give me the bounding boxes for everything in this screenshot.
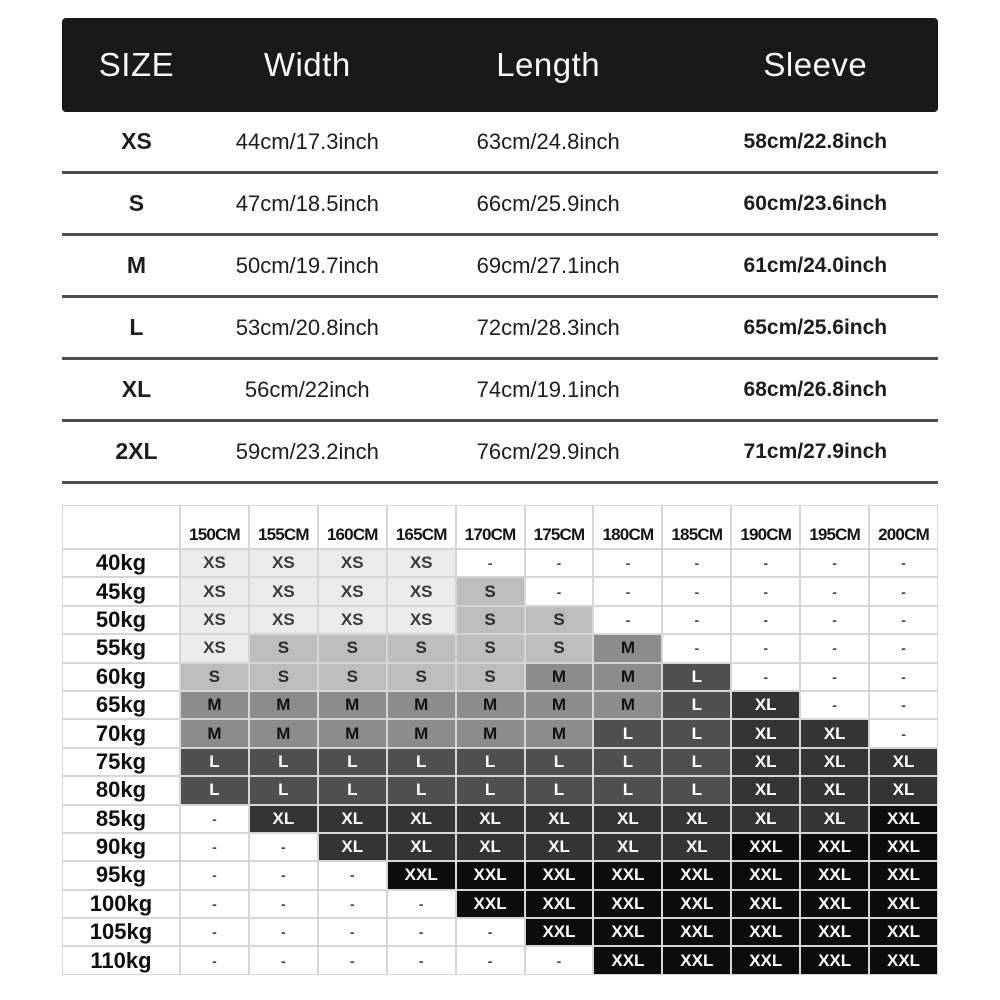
size-recommendation-cell: - (800, 691, 869, 719)
size-recommendation-cell: XS (318, 606, 387, 634)
size-recommendation-cell: S (525, 634, 594, 662)
size-recommendation-cell: XL (800, 748, 869, 776)
size-recommendation-cell: XXL (662, 946, 731, 974)
size-recommendation-cell: L (249, 776, 318, 804)
size-recommendation-cell: - (249, 918, 318, 946)
length-value: 63cm/24.8inch (476, 128, 620, 154)
size-recommendation-cell: - (180, 833, 249, 861)
size-recommendation-cell: L (525, 776, 594, 804)
size-recommendation-cell: - (387, 918, 456, 946)
weight-label-cell: 80kg (62, 776, 180, 804)
size-recommendation-cell: XXL (800, 861, 869, 889)
measurement-table-body (62, 112, 938, 484)
size-recommendation-cell: - (869, 719, 938, 747)
height-header-cell: 165CM (387, 505, 456, 549)
size-recommendation-cell: - (249, 833, 318, 861)
size-recommendation-cell: - (456, 549, 525, 577)
size-recommendation-cell: XL (800, 776, 869, 804)
size-recommendation-cell: XXL (800, 918, 869, 946)
size-recommendation-cell: - (731, 606, 800, 634)
size-recommendation-cell: - (593, 606, 662, 634)
size-recommendation-cell: XL (662, 833, 731, 861)
weight-label-cell: 90kg (62, 833, 180, 861)
size-recommendation-cell: XL (318, 833, 387, 861)
sleeve-value: 61cm/24.0inch (743, 253, 888, 277)
size-recommendation-cell: XXL (731, 861, 800, 889)
size-recommendation-cell: M (318, 719, 387, 747)
size-recommendation-cell: XXL (662, 890, 731, 918)
size-recommendation-cell: XXL (869, 861, 938, 889)
height-header-cell: 195CM (800, 505, 869, 549)
size-recommendation-cell: S (249, 663, 318, 691)
size-recommendation-cell: - (593, 549, 662, 577)
size-recommendation-cell: - (456, 918, 525, 946)
size-recommendation-cell: XL (731, 805, 800, 833)
size-recommendation-cell: M (525, 663, 594, 691)
length-value: 66cm/25.9inch (476, 190, 620, 216)
size-recommendation-cell: L (662, 663, 731, 691)
height-header-cell: 175CM (525, 505, 594, 549)
height-header-cell: 160CM (318, 505, 387, 549)
sleeve-value: 71cm/27.9inch (743, 439, 888, 463)
size-recommendation-cell: - (800, 606, 869, 634)
width-value: 50cm/19.7inch (235, 252, 379, 278)
size-recommendation-cell: XL (731, 776, 800, 804)
size-recommendation-cell: - (456, 946, 525, 974)
size-recommendation-cell: - (318, 918, 387, 946)
weight-label-cell: 50kg (62, 606, 180, 634)
size-recommendation-cell: XXL (525, 890, 594, 918)
weight-label-cell: 110kg (62, 946, 180, 974)
size-recommendation-cell: - (249, 890, 318, 918)
weight-label-cell: 55kg (62, 634, 180, 662)
size-recommendation-cell: XS (180, 577, 249, 605)
size-recommendation-cell: L (456, 748, 525, 776)
size-recommendation-cell: L (456, 776, 525, 804)
size-recommendation-cell: M (456, 691, 525, 719)
size-recommendation-cell: - (318, 890, 387, 918)
size-recommendation-cell: XS (318, 577, 387, 605)
size-recommendation-cell: L (180, 748, 249, 776)
width-value: 56cm/22inch (244, 376, 370, 402)
size-recommendation-cell: - (662, 606, 731, 634)
height-weight-matrix (62, 505, 938, 975)
size-recommendation-cell: - (318, 946, 387, 974)
size-recommendation-cell: XXL (662, 861, 731, 889)
size-recommendation-cell: XXL (387, 861, 456, 889)
size-value: XS (121, 128, 152, 154)
size-recommendation-cell: L (387, 776, 456, 804)
size-recommendation-cell: XXL (593, 861, 662, 889)
size-recommendation-cell: S (525, 606, 594, 634)
size-recommendation-cell: - (800, 577, 869, 605)
size-recommendation-cell: - (869, 634, 938, 662)
size-recommendation-cell: M (249, 691, 318, 719)
size-recommendation-cell: S (456, 663, 525, 691)
size-recommendation-cell: - (731, 663, 800, 691)
sleeve-value: 60cm/23.6inch (743, 191, 888, 215)
size-recommendation-cell: XL (731, 719, 800, 747)
size-recommendation-cell: XS (249, 577, 318, 605)
size-value: XL (121, 376, 152, 402)
size-recommendation-cell: M (593, 691, 662, 719)
measurement-row (62, 174, 938, 236)
size-recommendation-cell: - (869, 549, 938, 577)
size-recommendation-cell: L (593, 748, 662, 776)
measurement-row (62, 360, 938, 422)
length-value: 76cm/29.9inch (476, 438, 620, 464)
width-value: 47cm/18.5inch (235, 190, 379, 216)
size-recommendation-cell: S (318, 663, 387, 691)
size-recommendation-cell: M (456, 719, 525, 747)
size-recommendation-cell: XXL (731, 833, 800, 861)
size-recommendation-cell: XL (800, 719, 869, 747)
size-recommendation-cell: XXL (662, 918, 731, 946)
size-recommendation-cell: XS (180, 549, 249, 577)
size-recommendation-cell: - (800, 549, 869, 577)
size-recommendation-cell: - (249, 946, 318, 974)
size-recommendation-cell: - (318, 861, 387, 889)
size-recommendation-cell: S (249, 634, 318, 662)
weight-label-cell: 45kg (62, 577, 180, 605)
size-recommendation-cell: XXL (800, 890, 869, 918)
size-recommendation-cell: L (662, 748, 731, 776)
size-recommendation-cell: M (593, 634, 662, 662)
size-recommendation-cell: M (387, 719, 456, 747)
size-recommendation-cell: M (593, 663, 662, 691)
weight-label-cell: 95kg (62, 861, 180, 889)
weight-label-cell: 65kg (62, 691, 180, 719)
size-recommendation-cell: - (662, 577, 731, 605)
size-recommendation-cell: XL (869, 748, 938, 776)
weight-label-cell: 100kg (62, 890, 180, 918)
size-recommendation-cell: XL (731, 691, 800, 719)
header-sleeve: Sleeve (763, 46, 868, 83)
size-recommendation-cell: S (456, 577, 525, 605)
size-recommendation-cell: - (525, 549, 594, 577)
weight-label-cell: 105kg (62, 918, 180, 946)
size-recommendation-cell: XS (180, 606, 249, 634)
weight-label-cell: 75kg (62, 748, 180, 776)
size-recommendation-cell: M (525, 719, 594, 747)
size-recommendation-cell: XXL (525, 861, 594, 889)
height-header-cell: 190CM (731, 505, 800, 549)
size-recommendation-cell: XL (593, 805, 662, 833)
height-header-cell: 200CM (869, 505, 938, 549)
size-recommendation-cell: XL (318, 805, 387, 833)
length-value: 74cm/19.1inch (476, 376, 620, 402)
size-recommendation-cell: XXL (869, 890, 938, 918)
size-recommendation-cell: - (249, 861, 318, 889)
size-recommendation-cell: XL (456, 833, 525, 861)
height-header-cell: 155CM (249, 505, 318, 549)
size-recommendation-cell: XL (249, 805, 318, 833)
sleeve-value: 65cm/25.6inch (743, 315, 888, 339)
size-recommendation-cell: L (249, 748, 318, 776)
size-recommendation-cell: XL (731, 748, 800, 776)
size-recommendation-cell: XL (800, 805, 869, 833)
size-recommendation-cell: XXL (869, 833, 938, 861)
width-value: 53cm/20.8inch (235, 314, 379, 340)
measurement-row (62, 298, 938, 360)
size-recommendation-cell: S (387, 663, 456, 691)
size-recommendation-cell: S (318, 634, 387, 662)
size-recommendation-cell: - (869, 691, 938, 719)
size-recommendation-cell: XL (525, 833, 594, 861)
size-recommendation-cell: - (180, 805, 249, 833)
size-recommendation-cell: XS (387, 577, 456, 605)
size-recommendation-cell: L (318, 748, 387, 776)
size-recommendation-cell: XS (318, 549, 387, 577)
size-recommendation-cell: - (180, 946, 249, 974)
size-recommendation-cell: M (387, 691, 456, 719)
size-recommendation-cell: S (456, 634, 525, 662)
size-recommendation-cell: L (180, 776, 249, 804)
size-recommendation-cell: XL (456, 805, 525, 833)
size-recommendation-cell: XXL (456, 861, 525, 889)
size-recommendation-cell: XXL (869, 805, 938, 833)
width-value: 44cm/17.3inch (235, 128, 379, 154)
size-recommendation-cell: L (318, 776, 387, 804)
size-recommendation-cell: XL (869, 776, 938, 804)
height-header-cell: 170CM (456, 505, 525, 549)
size-recommendation-cell: - (180, 890, 249, 918)
size-recommendation-cell: XL (525, 805, 594, 833)
size-recommendation-cell: XL (593, 833, 662, 861)
size-recommendation-cell: - (800, 663, 869, 691)
size-recommendation-cell: L (593, 719, 662, 747)
measurement-row (62, 422, 938, 484)
size-recommendation-cell: - (869, 663, 938, 691)
height-header-cell: 185CM (662, 505, 731, 549)
size-recommendation-cell: - (387, 946, 456, 974)
size-recommendation-cell: - (525, 946, 594, 974)
weight-label-cell: 85kg (62, 805, 180, 833)
size-recommendation-cell: - (800, 634, 869, 662)
size-recommendation-cell: S (456, 606, 525, 634)
size-recommendation-cell: XXL (593, 890, 662, 918)
size-recommendation-cell: XXL (525, 918, 594, 946)
size-recommendation-cell: XXL (593, 918, 662, 946)
size-value: M (126, 252, 147, 278)
size-recommendation-cell: XXL (800, 946, 869, 974)
size-recommendation-cell: XS (249, 549, 318, 577)
length-value: 69cm/27.1inch (476, 252, 620, 278)
size-recommendation-cell: XXL (869, 918, 938, 946)
size-recommendation-cell: M (249, 719, 318, 747)
size-recommendation-cell: XL (662, 805, 731, 833)
width-value: 59cm/23.2inch (235, 438, 379, 464)
weight-label-cell: 70kg (62, 719, 180, 747)
size-recommendation-cell: L (662, 719, 731, 747)
size-recommendation-cell: XXL (731, 890, 800, 918)
size-recommendation-cell: M (180, 691, 249, 719)
size-recommendation-cell: - (525, 577, 594, 605)
weight-label-cell: 40kg (62, 549, 180, 577)
sleeve-value: 58cm/22.8inch (743, 129, 888, 153)
size-recommendation-cell: - (869, 577, 938, 605)
size-recommendation-cell: - (731, 549, 800, 577)
size-recommendation-cell: XL (387, 805, 456, 833)
length-value: 72cm/28.3inch (476, 314, 620, 340)
size-recommendation-cell: XS (180, 634, 249, 662)
size-recommendation-cell: - (593, 577, 662, 605)
sleeve-value: 68cm/26.8inch (743, 377, 888, 401)
size-value: L (129, 314, 144, 340)
size-recommendation-cell: - (731, 577, 800, 605)
size-recommendation-cell: XS (249, 606, 318, 634)
size-recommendation-cell: XL (387, 833, 456, 861)
size-recommendation-cell: S (387, 634, 456, 662)
height-header-cell: 150CM (180, 505, 249, 549)
header-length: Length (496, 46, 601, 83)
size-recommendation-cell: XXL (731, 946, 800, 974)
weight-label-cell: 60kg (62, 663, 180, 691)
height-header-cell: 180CM (593, 505, 662, 549)
header-size: SIZE (98, 46, 175, 83)
size-recommendation-cell: M (318, 691, 387, 719)
size-recommendation-cell: - (180, 918, 249, 946)
size-recommendation-cell: XXL (731, 918, 800, 946)
size-recommendation-cell: XXL (593, 946, 662, 974)
size-recommendation-cell: M (180, 719, 249, 747)
size-recommendation-cell: L (525, 748, 594, 776)
size-recommendation-cell: L (662, 691, 731, 719)
size-recommendation-cell: M (525, 691, 594, 719)
measurement-row (62, 236, 938, 298)
size-recommendation-cell: S (180, 663, 249, 691)
size-recommendation-cell: - (662, 549, 731, 577)
size-recommendation-cell: XXL (456, 890, 525, 918)
matrix-corner-cell (62, 505, 180, 549)
size-recommendation-cell: - (387, 890, 456, 918)
size-recommendation-cell: L (387, 748, 456, 776)
measurement-row (62, 112, 938, 174)
size-recommendation-cell: L (662, 776, 731, 804)
header-width: Width (263, 46, 351, 83)
size-recommendation-cell: XS (387, 606, 456, 634)
measurement-table-header (62, 18, 938, 112)
size-recommendation-cell: - (662, 634, 731, 662)
size-value: 2XL (115, 438, 158, 464)
size-recommendation-cell: - (180, 861, 249, 889)
size-recommendation-cell: XXL (800, 833, 869, 861)
size-recommendation-cell: XXL (869, 946, 938, 974)
size-value: S (128, 190, 145, 216)
size-recommendation-cell: - (731, 634, 800, 662)
size-recommendation-cell: - (869, 606, 938, 634)
size-recommendation-cell: XS (387, 549, 456, 577)
size-recommendation-cell: L (593, 776, 662, 804)
